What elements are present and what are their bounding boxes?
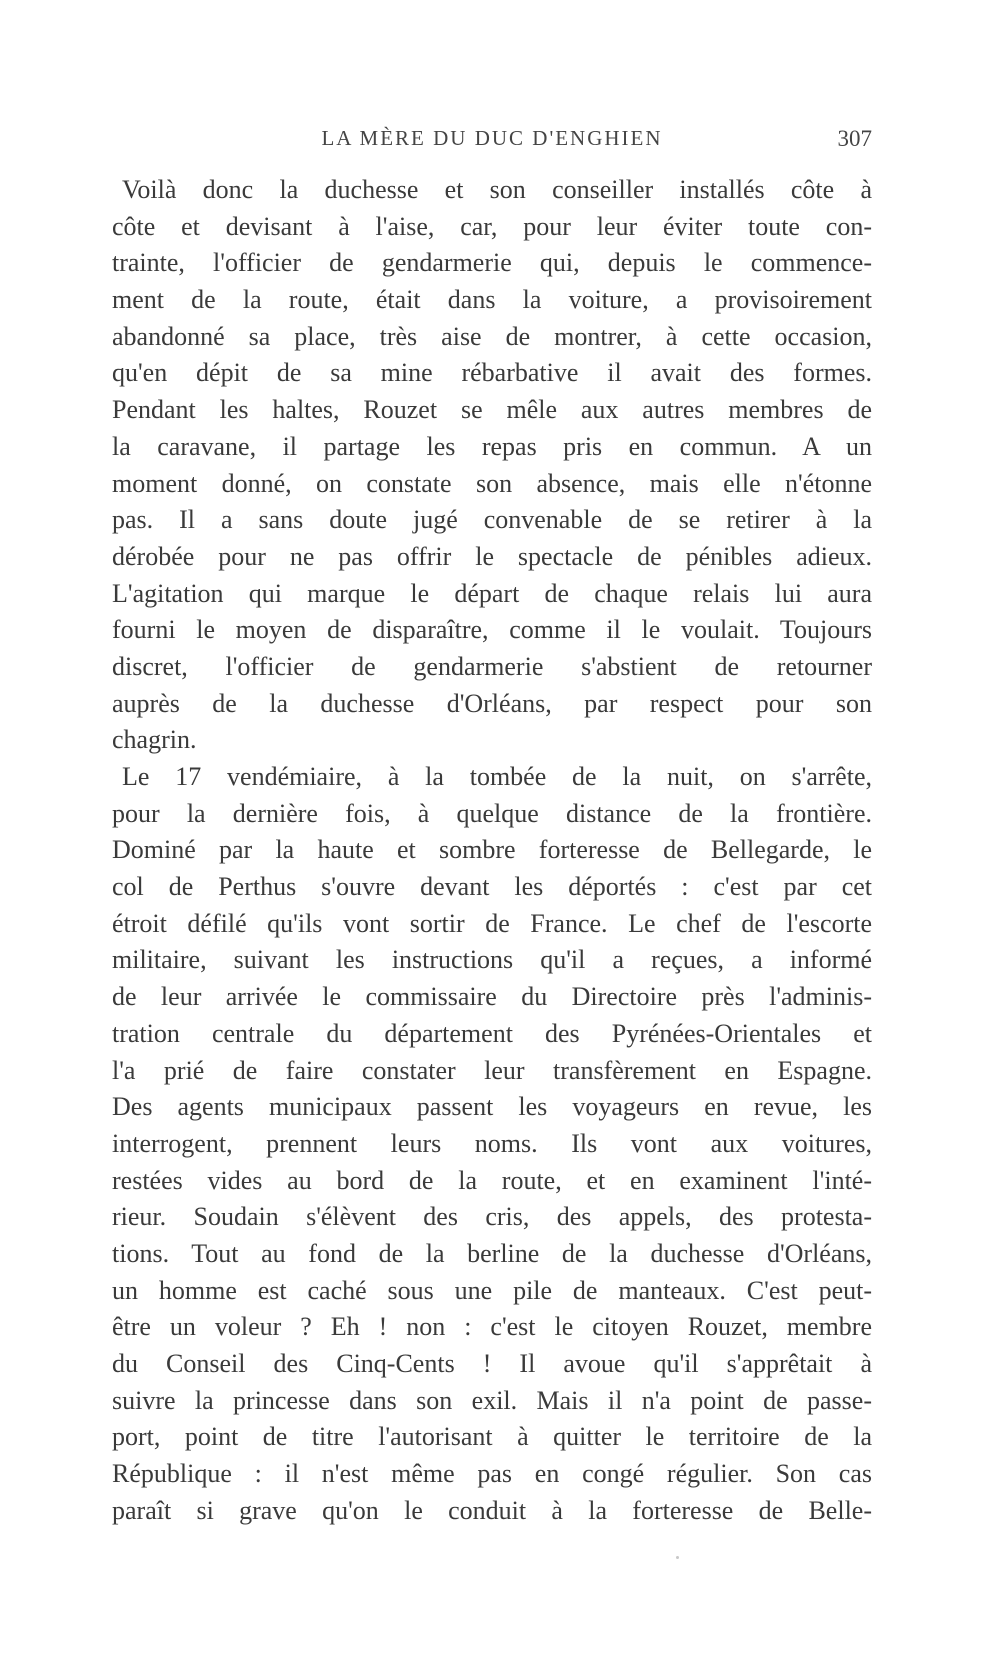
page-header bbox=[112, 126, 872, 160]
text-line: de leur arrivée le commissaire du Directoire près l'adminis- bbox=[112, 982, 872, 1012]
text-line: fourni le moyen de disparaître, comme il le voulait. Toujours bbox=[112, 615, 872, 645]
text-line: côte et devisant à l'aise, car, pour leur éviter toute con- bbox=[112, 211, 872, 241]
text-line: restées vides au bord de la route, et en examinent l'inté- bbox=[112, 1165, 872, 1195]
text-line: rieur. Soudain s'élèvent des cris, des appels, des protesta- bbox=[112, 1202, 872, 1232]
page-number: 307 bbox=[837, 126, 872, 151]
text-line: Dominé par la haute et sombre forteresse de Bellegarde, le bbox=[112, 835, 872, 865]
text-line: tions. Tout au fond de la berline de la duchesse d'Orléans, bbox=[112, 1238, 872, 1268]
text-line: auprès de la duchesse d'Orléans, par respect pour son bbox=[112, 688, 872, 718]
text-line: un homme est caché sous une pile de manteaux. C'est peut- bbox=[112, 1275, 872, 1305]
text-line: interrogent, prennent leurs noms. Ils vont aux voitures, bbox=[112, 1128, 872, 1158]
text-line: Le 17 vendémiaire, à la tombée de la nuit, on s'arrête, bbox=[122, 762, 872, 791]
text-line: moment donné, on constate son absence, mais elle n'étonne bbox=[112, 468, 872, 498]
text-line: L'agitation qui marque le départ de chaque relais lui aura bbox=[112, 578, 872, 608]
text-line: suivre la princesse dans son exil. Mais il n'a point de passe- bbox=[112, 1385, 872, 1415]
text-line: Pendant les haltes, Rouzet se mêle aux autres membres de bbox=[112, 395, 872, 425]
text-line: col de Perthus s'ouvre devant les déportés : c'est par cet bbox=[112, 872, 872, 902]
paper-speck bbox=[676, 1556, 679, 1559]
text-line: République : il n'est même pas en congé régulier. Son cas bbox=[112, 1459, 872, 1489]
text-line: militaire, suivant les instructions qu'il a reçues, a informé bbox=[112, 945, 872, 975]
text-line: dérobée pour ne pas offrir le spectacle de pénibles adieux. bbox=[112, 541, 872, 571]
text-line: la caravane, il partage les repas pris en commun. A un bbox=[112, 431, 872, 461]
text-line: tration centrale du département des Pyrénées-Orientales et bbox=[112, 1018, 872, 1048]
text-line: ment de la route, était dans la voiture, a provisoirement bbox=[112, 285, 872, 315]
text-line: Voilà donc la duchesse et son conseiller installés côte à bbox=[122, 175, 872, 204]
text-line: pas. Il a sans doute jugé convenable de se retirer à la bbox=[112, 505, 872, 535]
body-text bbox=[112, 172, 872, 1529]
text-line: chagrin. bbox=[112, 725, 197, 755]
text-line: port, point de titre l'autorisant à quitter le territoire de la bbox=[112, 1422, 872, 1452]
text-line: paraît si grave qu'on le conduit à la forteresse de Belle- bbox=[112, 1495, 872, 1525]
text-line: Des agents municipaux passent les voyageurs en revue, les bbox=[112, 1092, 872, 1122]
text-line: qu'en dépit de sa mine rébarbative il avait des formes. bbox=[112, 358, 872, 388]
running-title: LA MÈRE DU DUC D'ENGHIEN bbox=[321, 126, 663, 150]
text-line: étroit défilé qu'ils vont sortir de France. Le chef de l'escorte bbox=[112, 908, 872, 938]
text-line: pour la dernière fois, à quelque distance de la frontière. bbox=[112, 798, 872, 828]
text-line: l'a prié de faire constater leur transfèrement en Espagne. bbox=[112, 1055, 872, 1085]
text-line: du Conseil des Cinq-Cents ! Il avoue qu'il s'apprêtait à bbox=[112, 1349, 872, 1378]
text-line: discret, l'officier de gendarmerie s'abstient de retourner bbox=[112, 651, 872, 681]
text-line: abandonné sa place, très aise de montrer, à cette occasion, bbox=[112, 321, 872, 351]
text-line: trainte, l'officier de gendarmerie qui, depuis le commence- bbox=[112, 248, 872, 278]
text-line: être un voleur ? Eh ! non : c'est le citoyen Rouzet, membre bbox=[112, 1312, 872, 1342]
